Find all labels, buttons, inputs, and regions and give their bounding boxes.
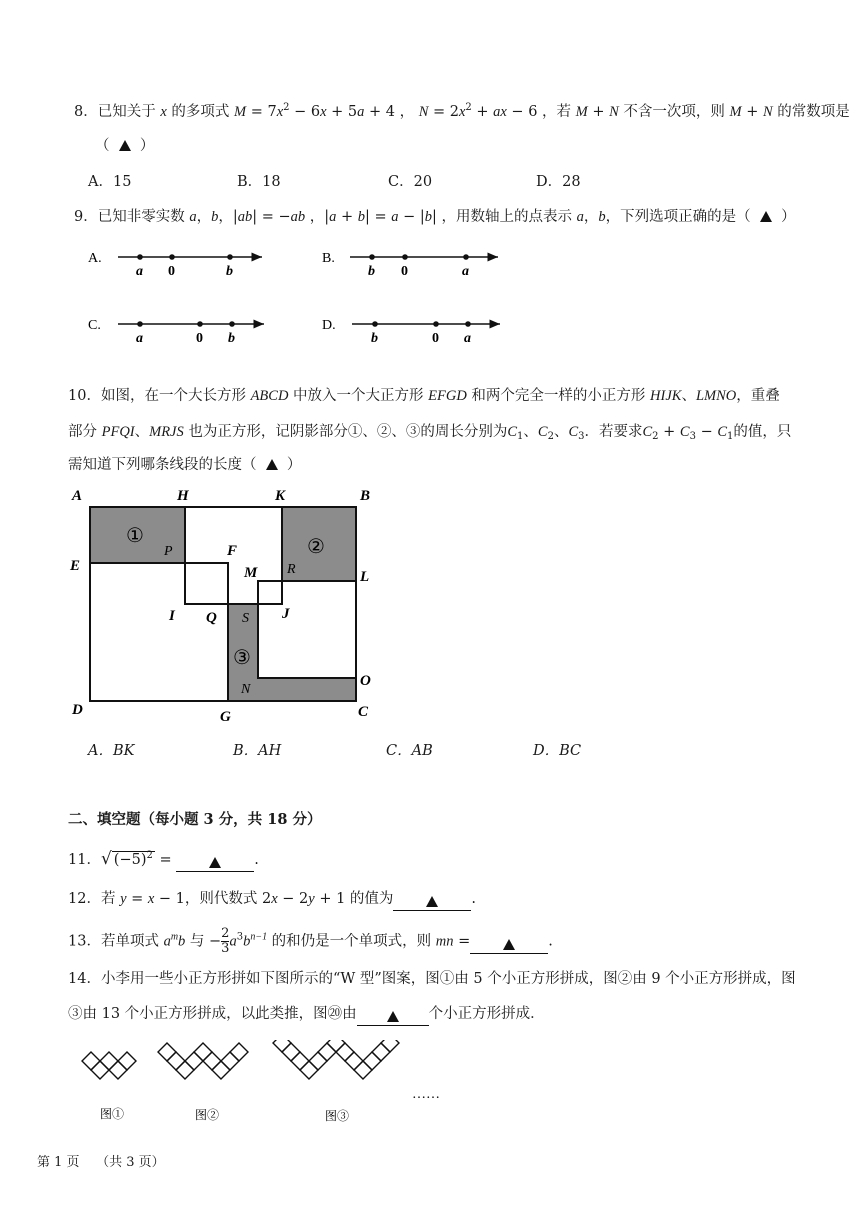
label-e: E xyxy=(70,558,81,574)
small-square xyxy=(91,1061,109,1079)
q12: 12．若 y = x − 1，则代数式 2x − 2y + 1 的值为 . xyxy=(68,887,476,911)
small-square xyxy=(318,1043,336,1061)
small-square xyxy=(230,1043,248,1061)
label-h: H xyxy=(177,488,189,504)
small-square xyxy=(345,1052,363,1070)
q10-figure xyxy=(0,480,868,730)
section-2-heading: 二、填空题（每小题 3 分，共 18 分） xyxy=(68,811,322,828)
square-lmno xyxy=(258,581,356,678)
caption-fig-3: 图③ xyxy=(325,1109,350,1123)
q10-option-b[interactable]: B．AH xyxy=(233,743,282,759)
q9-a-point-2: 0 xyxy=(168,264,175,279)
label-o: O xyxy=(360,673,371,689)
q9-b-point-2: 0 xyxy=(401,264,408,279)
small-square xyxy=(354,1061,372,1079)
page-footer: 第 1 页 （共 3 页） xyxy=(37,1155,165,1170)
small-square xyxy=(167,1052,185,1070)
q14-line2: ③由 13 个小正方形拼成，以此类推，图⑳由 个小正方形拼成． xyxy=(68,1002,545,1026)
small-square xyxy=(291,1052,309,1070)
q9-option-d[interactable] xyxy=(322,318,500,346)
q9-b-point-3: a xyxy=(462,264,469,279)
label-m: M xyxy=(244,565,258,581)
q13: 13．若单项式 $a^mb$ 与 − $\frac{2}{3}$ $a^3b^{n-1}$ 的和仍是一个单项式，则 mn = . xyxy=(68,926,553,956)
q9-option-b-label: B. xyxy=(322,251,335,266)
ellipsis: …… xyxy=(412,1087,440,1102)
q11: 11．√ $(-5)^2$ = . xyxy=(68,848,259,872)
label-j: J xyxy=(282,606,290,622)
small-square xyxy=(363,1052,381,1070)
q8-text: 8．已知关于 x 的多项式 $M = 7x^2 - 6x + 5a + 4$ ， $N = 2x^2$ + ax − 6 ，若 M + N 不含一次项，则 M + N 的常数项是 xyxy=(74,102,850,120)
q10-line2: 部分 PFQI、MRJS 也为正方形，记阴影部分①、②、③的周长分别为$C_1$、$C_2$、$C_3$．若要求$C_2 + C_3 - C_1$的值，只 xyxy=(68,424,792,442)
q8-paren: （ ） xyxy=(95,138,155,154)
q9-option-c[interactable] xyxy=(88,318,264,346)
label-r: R xyxy=(287,562,296,577)
q13-answer-blank[interactable] xyxy=(470,937,548,954)
small-square xyxy=(221,1052,239,1070)
q8-option-b[interactable]: B．18 xyxy=(237,174,281,190)
q9-option-c-label: C. xyxy=(88,318,101,333)
circled-one: ① xyxy=(126,525,144,547)
label-n: N xyxy=(241,682,251,697)
small-square xyxy=(309,1052,327,1070)
q10-option-d[interactable]: D．BC xyxy=(533,743,582,759)
small-square xyxy=(176,1061,194,1079)
label-c: C xyxy=(358,704,369,720)
q10-line3: 需知道下列哪条线段的长度（ ） xyxy=(68,457,302,473)
q9-c-point-1: a xyxy=(136,331,143,346)
small-square xyxy=(372,1043,390,1061)
q9-option-b[interactable] xyxy=(322,251,498,279)
q9-c-point-3: b xyxy=(228,331,235,346)
q14-w-patterns xyxy=(0,1040,868,1130)
caption-fig-2: 图② xyxy=(195,1108,220,1122)
small-square xyxy=(282,1043,300,1061)
q9-d-point-2: 0 xyxy=(432,331,439,346)
circled-three: ③ xyxy=(233,647,251,669)
small-square xyxy=(194,1043,212,1061)
q9-a-point-1: a xyxy=(136,264,143,279)
label-f: F xyxy=(227,543,238,559)
q9-c-point-2: 0 xyxy=(196,331,203,346)
q10-option-a[interactable]: A．BK xyxy=(88,743,135,759)
label-i: I xyxy=(169,608,175,624)
q9-number-lines xyxy=(0,240,868,360)
q9-text: 9．已知非零实数 a，b，|ab| = −ab ，|a + b| = a − |b| ，用数轴上的点表示 a，b，下列选项正确的是（ ） xyxy=(74,209,796,225)
small-square xyxy=(381,1040,399,1052)
triangle-icon xyxy=(266,459,278,470)
label-q: Q xyxy=(206,610,217,626)
label-b: B xyxy=(360,488,371,504)
small-square xyxy=(212,1061,230,1079)
q9-a-point-3: b xyxy=(226,264,233,279)
label-l: L xyxy=(360,569,370,585)
square-efgd xyxy=(90,563,228,701)
q9-option-a[interactable] xyxy=(88,251,262,279)
caption-fig-1: 图① xyxy=(100,1107,125,1121)
triangle-icon xyxy=(119,140,131,151)
q14-answer-blank[interactable] xyxy=(357,1009,429,1026)
small-square xyxy=(336,1043,354,1061)
small-square xyxy=(158,1043,176,1061)
triangle-icon xyxy=(760,211,772,222)
q14-line1: 14．小李用一些小正方形拼如下图所示的“W 型”图案，图①由 5 个小正方形拼成，图②由 9 个小正方形拼成，图 xyxy=(68,971,796,987)
small-square xyxy=(185,1052,203,1070)
small-square xyxy=(203,1052,221,1070)
q9-d-point-1: b xyxy=(371,331,378,346)
q12-answer-blank[interactable] xyxy=(393,894,471,911)
label-p: P xyxy=(164,544,173,559)
q8-option-c[interactable]: C．20 xyxy=(388,174,433,190)
label-s: S xyxy=(242,611,249,626)
label-g: G xyxy=(220,709,231,725)
q8-option-d[interactable]: D．28 xyxy=(536,174,581,190)
label-k: K xyxy=(275,488,286,504)
q10-line1: 10．如图，在一个大长方形 ABCD 中放入一个大正方形 EFGD 和两个完全一样的小正方形 HIJK、LMNO，重叠 xyxy=(68,388,780,404)
q9-option-d-label: D. xyxy=(322,318,336,333)
q9-option-a-label: A. xyxy=(88,251,102,266)
small-square xyxy=(82,1052,100,1070)
label-a: A xyxy=(72,488,83,504)
small-square xyxy=(100,1052,118,1070)
small-square xyxy=(109,1061,127,1079)
circled-two: ② xyxy=(307,536,325,558)
q11-answer-blank[interactable] xyxy=(176,855,254,872)
q9-d-point-3: a xyxy=(464,331,471,346)
small-square xyxy=(118,1052,136,1070)
q8-option-a[interactable]: A．15 xyxy=(88,174,132,190)
label-d: D xyxy=(72,702,83,718)
q9-b-point-1: b xyxy=(368,264,375,279)
small-square xyxy=(300,1061,318,1079)
q10-option-c[interactable]: C．AB xyxy=(386,743,433,759)
